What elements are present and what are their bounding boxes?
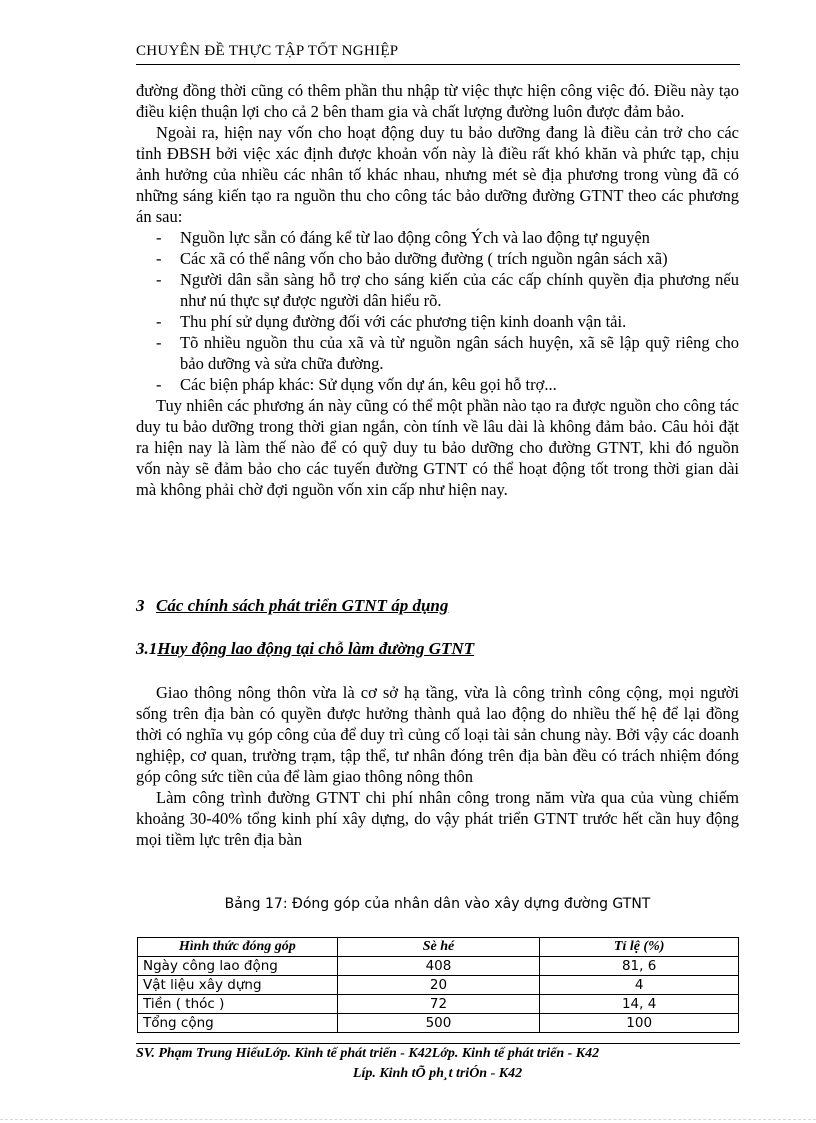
paragraph: Ngoài ra, hiện nay vốn cho hoạt động duy tu bảo dưỡng đang là điều cản trở cho các tỉnh ĐBSH bởi việc xác định được khoản vốn này là điều rất khó khăn và phức tạp, chịu ảnh hưởng của nhiều các nhân tố khác nhau, nhưng mét sè địa phương trong vùng đã có những sáng kiến tạo ra nguồn thu cho công tác bảo dưỡng đường GTNT theo các phương án sau: <box>136 123 739 226</box>
list-item: - Nguồn lực sẵn có đáng kể từ lao động công Ých và lao động tự nguyện <box>156 228 650 247</box>
bullet-dash: - <box>156 270 162 289</box>
table-caption: Bảng 17: Đóng góp của nhân dân vào xây dựng đường GTNT <box>224 896 651 912</box>
header-rule <box>136 64 740 65</box>
table-cell: Vật liệu xây dựng <box>138 976 338 995</box>
subsection-number: 3.1 <box>136 639 158 658</box>
table-cell: Tổng cộng <box>138 1014 338 1033</box>
contribution-table <box>137 937 739 1033</box>
footer-line-2: Líp. Kinh tÕ ph¸t triÓn - K42 <box>352 1066 523 1081</box>
table-header-row <box>138 938 739 957</box>
paragraph: Tuy nhiên các phương án này cũng có thể một phần nào tạo ra được nguồn cho công tác duy tu bảo dưỡng trong thời gian ngắn, còn tính về lâu dài là không đảm bảo. Câu hỏi đặt ra hiện nay là làm thế nào để có quỹ duy tu bảo dưỡng cho đường GTNT, khi đó nguồn vốn này sẽ đảm bảo cho các tuyến đường GTNT có thể hoạt động tốt trong thời gian dài mà không phải chờ đợi nguồn vốn xin cấp như hiện nay. <box>136 396 739 499</box>
table-cell: 14, 4 <box>540 995 739 1014</box>
subsection-title: Huy động lao động tại chỗ làm đường GTNT <box>157 639 475 658</box>
footer-line-1: SV. Phạm Trung HiếuLớp. Kinh tế phát triển - K42Lớp. Kinh tế phát triển - K42 <box>136 1046 600 1061</box>
list-item: - Người dân sẵn sàng hỗ trợ cho sáng kiến của các cấp chính quyền địa phương nếu như nú thực sự được người dân hiểu rõ. <box>156 270 739 310</box>
table-cell: 100 <box>540 1014 739 1033</box>
body-text-bottom <box>136 682 739 850</box>
table-row <box>138 976 739 995</box>
bullet-dash: - <box>156 228 162 247</box>
table-row <box>138 1014 739 1033</box>
table-cell: 72 <box>337 995 540 1014</box>
bullet-list <box>136 227 739 395</box>
paragraph: đường đồng thời cũng có thêm phần thu nhập từ việc thực hiện công việc đó. Điều này tạo điều kiện thuận lợi cho cả 2 bên tham gia và chất lượng đường luôn được đảm bảo. <box>136 81 739 121</box>
table-cell: 408 <box>337 957 540 976</box>
bullet-dash: - <box>156 375 162 394</box>
table-cell: 500 <box>337 1014 540 1033</box>
bullet-dash: - <box>156 312 162 331</box>
table-cell: Ngày công lao động <box>138 957 338 976</box>
table-cell: 81, 6 <box>540 957 739 976</box>
bullet-dash: - <box>156 249 162 268</box>
table-cell: 4 <box>540 976 739 995</box>
page-header: CHUYÊN ĐỀ THỰC TẬP TỐT NGHIỆP <box>136 43 399 59</box>
section-number: 3 <box>136 596 145 615</box>
column-header: Tỉ lệ (%) <box>540 938 739 957</box>
subsection-heading <box>136 639 474 659</box>
page-bottom-rule <box>0 1119 816 1120</box>
section-title: Các chính sách phát triển GTNT áp dụng <box>156 596 449 615</box>
list-item: - Các biện pháp khác: Sử dụng vốn dự án, kêu gọi hỗ trợ... <box>156 375 557 394</box>
section-heading <box>136 596 448 616</box>
table-cell: Tiền ( thóc ) <box>138 995 338 1014</box>
list-item: - Thu phí sử dụng đường đối với các phương tiện kinh doanh vận tải. <box>156 312 627 331</box>
table-row <box>138 995 739 1014</box>
body-text-top <box>136 80 739 500</box>
paragraph: Giao thông nông thôn vừa là cơ sở hạ tầng, vừa là công trình công cộng, mọi người sống trên địa bàn có quyền được hưởng thành quả lao động do nhiều thế hệ để lại đồng thời có nghĩa vụ góp công của để duy trì củng cố loại tài sản chung này. Bởi vậy các doanh nghiệp, cơ quan, trường trạm, tập thể, tư nhân đóng trên địa bàn đều có trách nhiệm đóng góp công sức tiền của để làm giao thông nông thôn <box>136 683 739 786</box>
footer-rule <box>136 1043 740 1044</box>
paragraph: Làm công trình đường GTNT chi phí nhân công trong năm vừa qua của vùng chiếm khoảng 30-40% tổng kinh phí xây dựng, do vậy phát triển GTNT trước hết cần huy động mọi tiềm lực trên địa bàn <box>136 788 739 849</box>
bullet-dash: - <box>156 333 162 352</box>
column-header: Sè hé <box>337 938 540 957</box>
list-item: - Tõ nhiều nguồn thu của xã và từ nguồn ngân sách huyện, xã sẽ lập quỹ riêng cho bảo dưỡng và sửa chữa đường. <box>156 333 739 373</box>
column-header: Hình thức đóng góp <box>138 938 338 957</box>
list-item: - Các xã có thể nâng vốn cho bảo dưỡng đường ( trích nguồn ngân sách xã) <box>156 249 668 268</box>
table-cell: 20 <box>337 976 540 995</box>
table-row <box>138 957 739 976</box>
